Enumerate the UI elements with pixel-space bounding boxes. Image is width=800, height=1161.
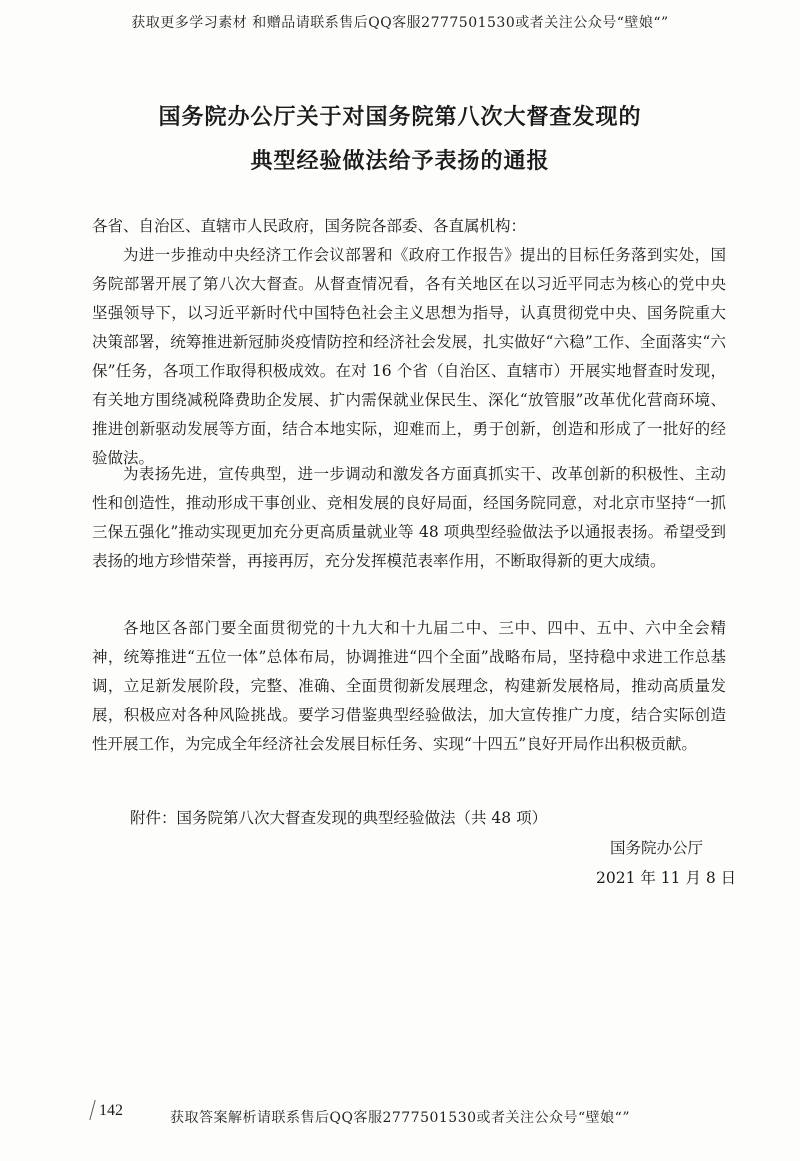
signature-date: 2021 年 11 月 8 日	[596, 869, 737, 887]
paragraph-2: 为表扬先进，宣传典型，进一步调动和激发各方面真抓实干、改革创新的积极性、主动性和创造性，推动形成干事创业、竞相发展的良好局面，经国务院同意，对北京市坚持“一抓三保五强化”推动实现更加充分更高质量就业等 48 项典型经验做法予以通报表扬。希望受到表扬的地方珍惜荣誉，再接再厉，充分发挥模范表率作用，不断取得新的更大成绩。	[92, 465, 726, 570]
footer-note: 获取答案解析请联系售后QQ客服2777501530或者关注公众号“壁娘“”	[170, 1110, 630, 1126]
salutation: 各省、自治区、直辖市人民政府，国务院各部委、各直属机构：	[92, 217, 527, 235]
paragraph-3: 各地区各部门要全面贯彻党的十九大和十九届二中、三中、四中、五中、六中全会精神，统筹推进“五位一体”总体布局，协调推进“四个全面”战略布局，坚持稳中求进工作总基调，立足新发展阶段，完整、准确、全面贯彻新发展理念，构建新发展格局，推动高质量发展，积极应对各种风险挑战。要学习借鉴典型经验做法，加大宣传推广力度，结合实际创造性开展工作，为完成全年经济社会发展目标任务、实现“十四五”良好开局作出积极贡献。	[92, 619, 726, 753]
document-title-line-1: 国务院办公厅关于对国务院第八次大督查发现的	[158, 104, 642, 130]
attachment-note: 附件：国务院第八次大督查发现的典型经验做法（共 48 项）	[130, 809, 548, 827]
page-number: 142	[99, 1102, 123, 1119]
header-note: 获取更多学习素材 和赠品请联系售后QQ客服2777501530或者关注公众号“壁娘“”	[131, 15, 669, 31]
signature-organization: 国务院办公厅	[610, 839, 704, 857]
paragraph-1: 为进一步推动中央经济工作会议部署和《政府工作报告》提出的目标任务落到实处，国务院部署开展了第八次大督查。从督查情况看，各有关地区在以习近平同志为核心的党中央坚强领导下，以习近平新时代中国特色社会主义思想为指导，认真贯彻党中央、国务院重大决策部署，统筹推进新冠肺炎疫情防控和经济社会发展，扎实做好“六稳”工作、全面落实“六保”任务，各项工作取得积极成效。在对 16 个省（自治区、直辖市）开展实地督查时发现，有关地方围绕减税降费助企发展、扩内需保就业保民生、深化“放管服”改革优化营商环境、推进创新驱动发展等方面，结合本地实际，迎难而上，勇于创新，创造和形成了一批好的经验做法。	[92, 246, 726, 467]
document-title-line-2: 典型经验做法给予表扬的通报	[250, 148, 550, 174]
